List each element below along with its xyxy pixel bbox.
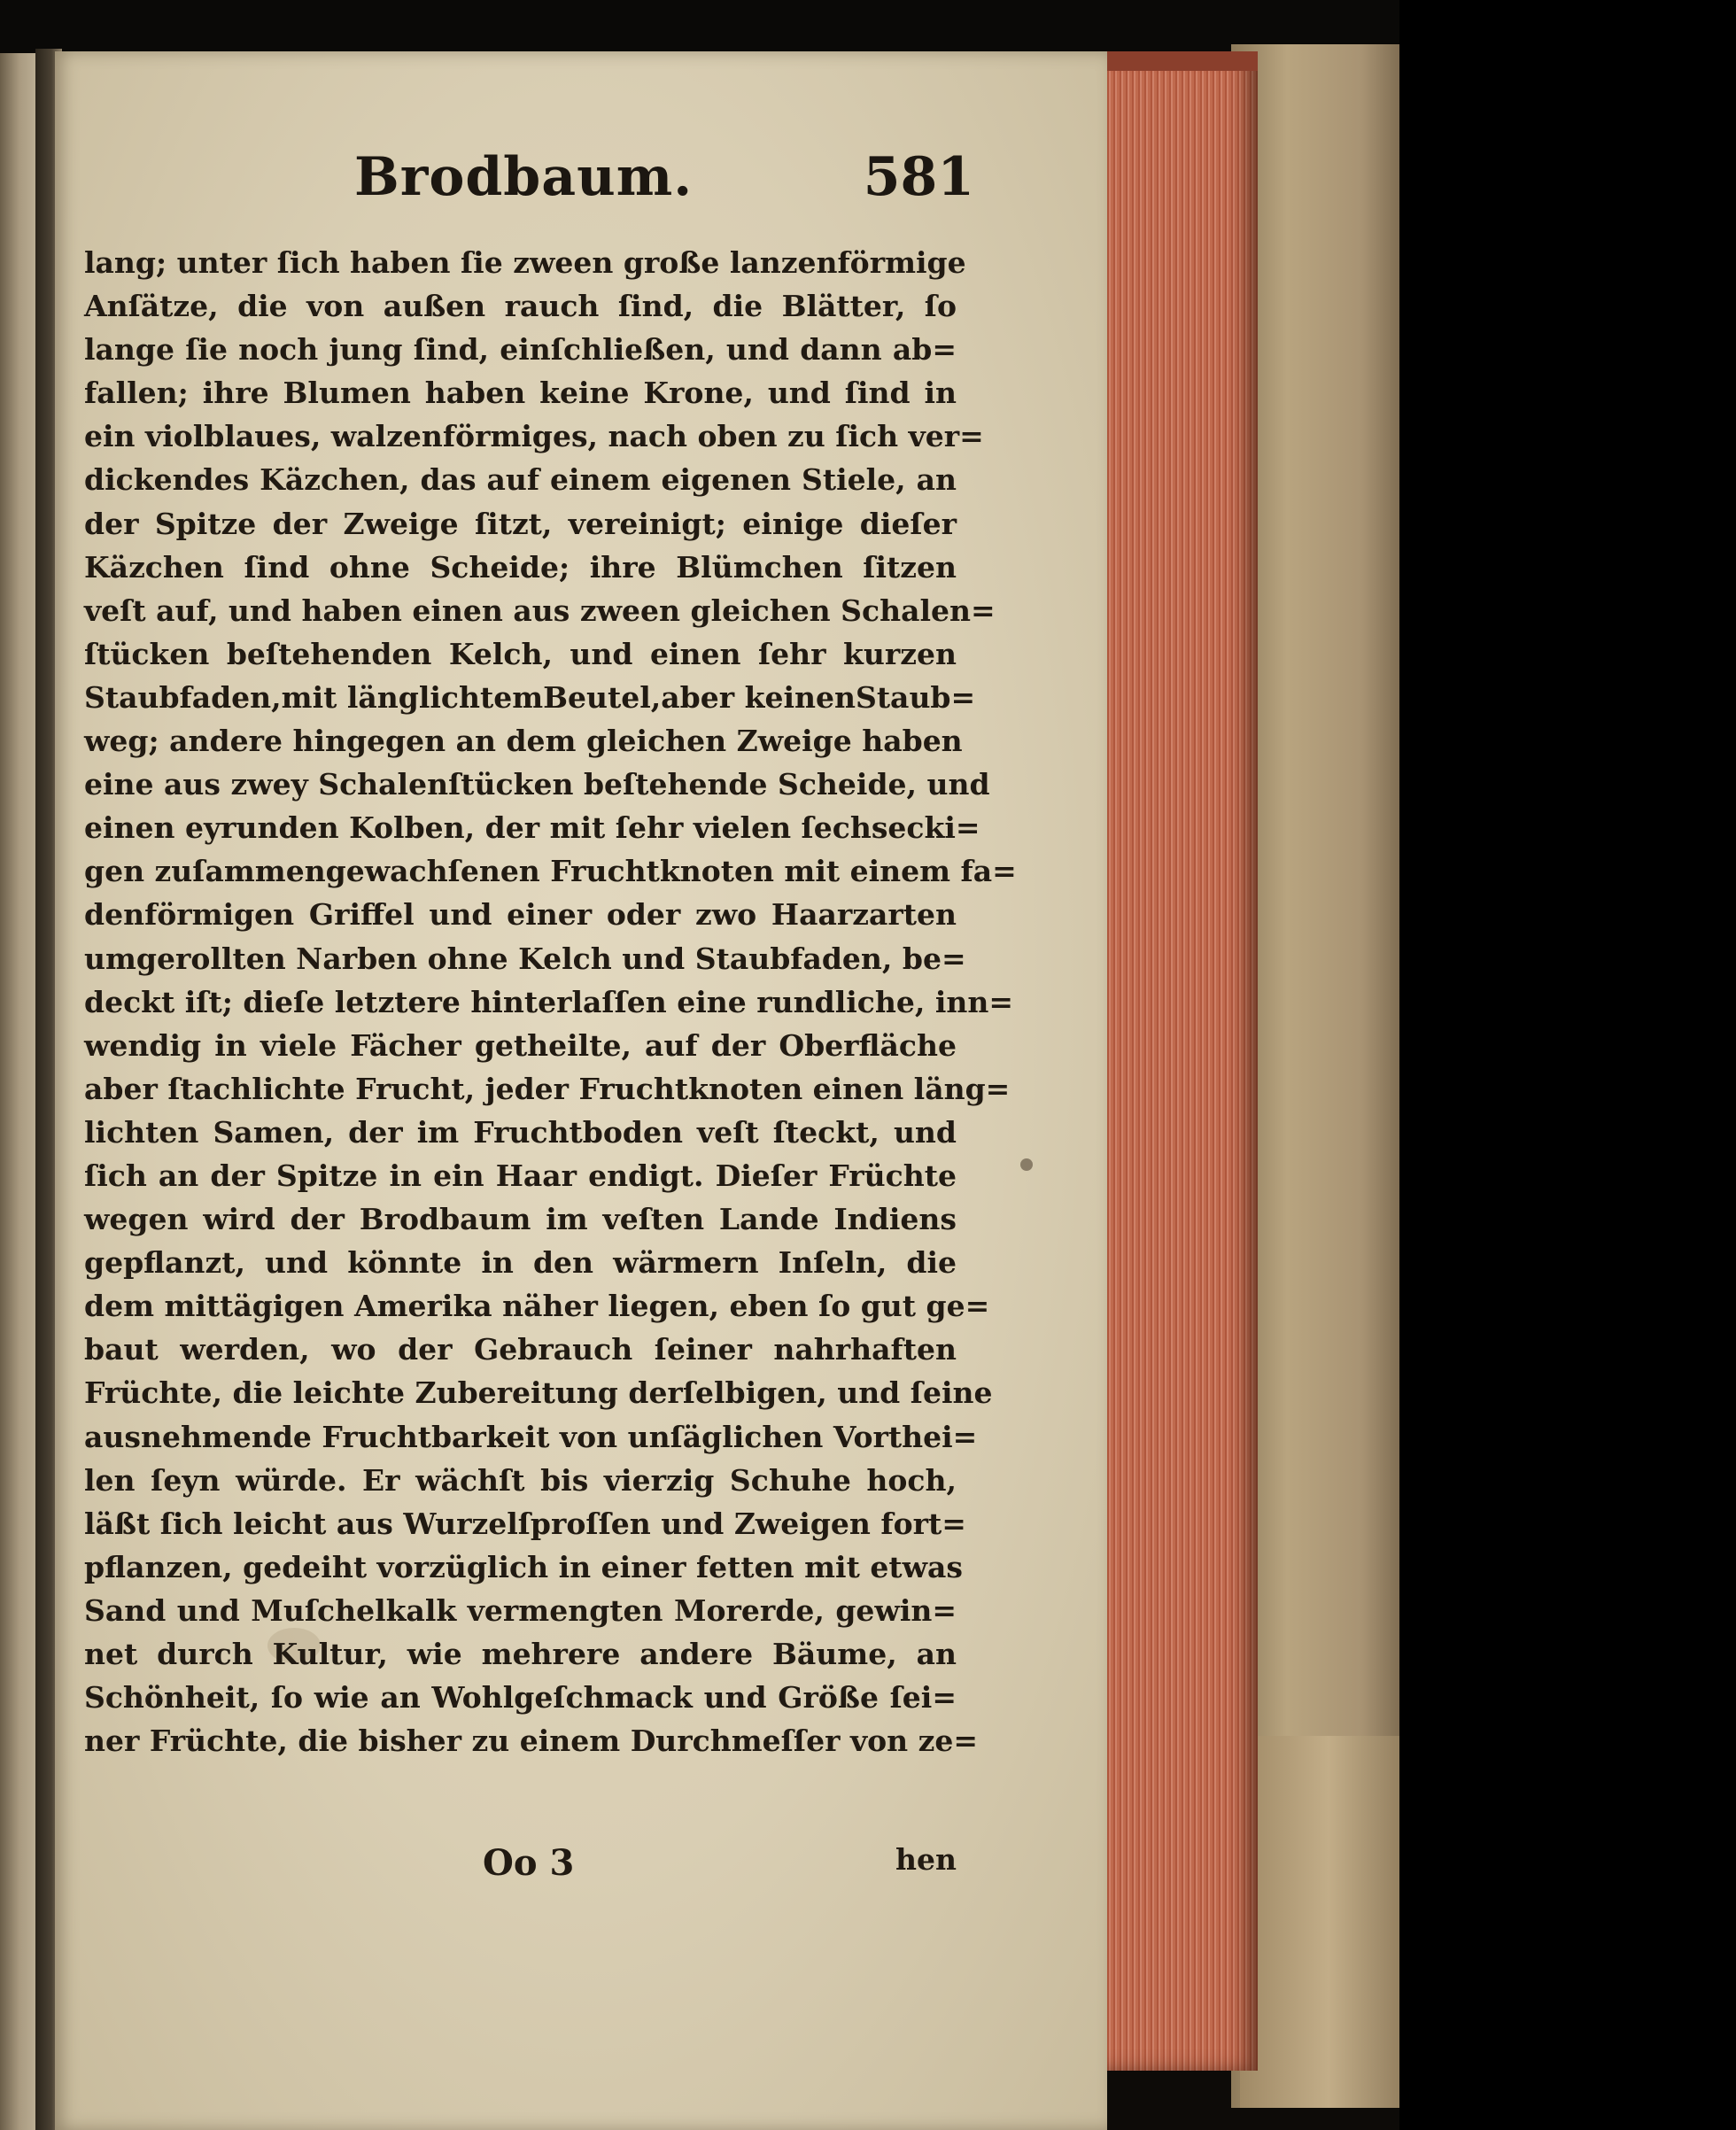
- text-line: einen eyrunden Kolben, der mit ſehr vielen ſechsecki=: [84, 810, 980, 846]
- text-line: gen zuſammengewachſenen Fruchtknoten mit einem fa=: [84, 854, 1017, 889]
- text-line: wegen wird der Brodbaum im veſten Lande Indiens: [84, 1202, 957, 1237]
- text-line: Schönheit, ſo wie an Wohlgeſchmack und Größe ſei=: [84, 1680, 957, 1716]
- text-line: weg; andere hingegen an dem gleichen Zweige haben: [84, 724, 963, 759]
- scan-background-right: [1399, 0, 1736, 2130]
- text-line: ner Früchte, die bisher zu einem Durchmeſſer von ze=: [84, 1723, 978, 1759]
- text-line: der Spitze der Zweige ſitzt, vereinigt; einige dieſer: [84, 506, 957, 541]
- text-line: len ſeyn würde. Er wächſt bis vierzig Schuhe hoch,: [84, 1462, 957, 1498]
- text-line: Käzchen ſind ohne Scheide; ihre Blümchen ſitzen: [84, 549, 957, 585]
- page-footer: [84, 1842, 957, 1895]
- page-block-top: [1098, 51, 1258, 71]
- text-line: wendig in viele Fächer getheilte, auf der Oberfläche: [84, 1027, 957, 1063]
- text-line: umgerollten Narben ohne Kelch und Staubfaden, be=: [84, 941, 966, 976]
- text-line: deckt iſt; dieſe letztere hinterlaſſen eine rundliche, inn=: [84, 984, 1014, 1019]
- body-text: [84, 241, 1017, 1762]
- text-line: Anſätze, die von außen rauch ſind, die Blätter, ſo: [84, 289, 957, 324]
- text-line: fallen; ihre Blumen haben keine Krone, und ſind in: [84, 376, 957, 411]
- text-line: ſtücken beſtehenden Kelch, und einen ſehr kurzen: [84, 636, 957, 671]
- text-line: lange ſie noch jung ſind, einſchließen, und dann ab=: [84, 332, 957, 368]
- text-line: läßt ſich leicht aus Wurzelſproſſen und Zweigen fort=: [84, 1506, 966, 1541]
- page-header: [354, 146, 974, 226]
- text-line: ein violblaues, walzenförmiges, nach oben zu ſich ver=: [84, 419, 984, 454]
- text-line: Staubfaden,mit länglichtemBeutel,aber keinenStaub=: [84, 679, 976, 715]
- text-line: pflanzen, gedeiht vorzüglich in einer fetten mit etwas: [84, 1549, 963, 1584]
- catchword: hen: [895, 1842, 957, 1877]
- page-number: 581: [863, 146, 974, 208]
- text-line: Sand und Muſchelkalk vermengten Morerde, gewin=: [84, 1592, 957, 1628]
- text-line: dem mittägigen Amerika näher liegen, eben ſo gut ge=: [84, 1289, 990, 1324]
- text-line: baut werden, wo der Gebrauch ſeiner nahrhaften: [84, 1332, 957, 1367]
- text-line: Früchte, die leichte Zubereitung derſelbigen, und ſeine: [84, 1375, 993, 1411]
- text-line: net durch Kultur, wie mehrere andere Bäume, an: [84, 1637, 957, 1671]
- text-line: gepflanzt, und könnte in den wärmern Inſeln, die: [84, 1245, 957, 1281]
- paper-speck: [1020, 1158, 1033, 1171]
- text-line: lang; unter ſich haben ſie zween große lanzenförmige: [84, 245, 966, 280]
- text-line: ſich an der Spitze in ein Haar endigt. Dieſer Früchte: [84, 1158, 957, 1193]
- text-line: lichten Samen, der im Fruchtboden veſt ſteckt, und: [84, 1114, 957, 1150]
- text-line: denförmigen Griffel und einer oder zwo Haarzarten: [84, 897, 957, 933]
- text-line: veſt auf, und haben einen aus zween gleichen Schalen=: [84, 593, 996, 628]
- text-line: eine aus zwey Schalenſtücken beſtehende Scheide, und: [84, 767, 990, 802]
- text-line: dickendes Käzchen, das auf einem eigenen Stiele, an: [84, 462, 957, 498]
- text-line: aber ſtachlichte Frucht, jeder Fruchtknoten einen läng=: [84, 1071, 1011, 1106]
- running-head: Brodbaum.: [354, 146, 694, 208]
- book-cover-lower: [1240, 1736, 1417, 2108]
- text-line: ausnehmende Fruchtbarkeit von unſäglichen Vorthei=: [84, 1419, 978, 1454]
- signature-mark: Oo 3: [483, 1842, 575, 1884]
- page-block-edge: [1098, 51, 1258, 2071]
